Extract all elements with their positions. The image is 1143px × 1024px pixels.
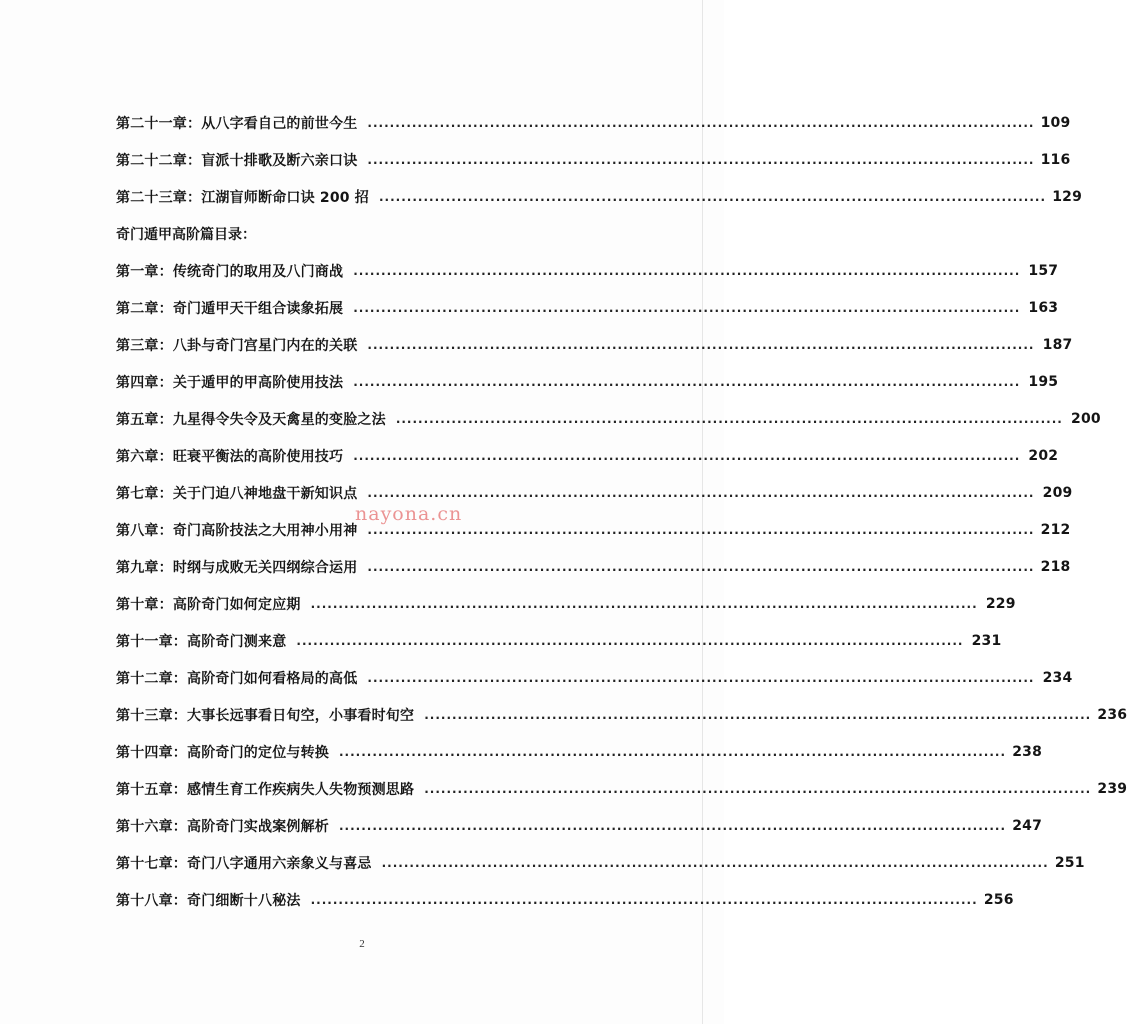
toc-entry[interactable] <box>116 437 1059 474</box>
dot-leader: ........................................................................................................................ <box>367 670 1035 685</box>
dot-leader: ........................................................................................................................ <box>381 855 1049 870</box>
chapter-number: 第十三章： <box>116 707 187 724</box>
chapter-number: 第十七章： <box>116 855 187 872</box>
chapter-page-number: 163 <box>1028 299 1059 316</box>
chapter-page-number: 218 <box>1040 558 1071 575</box>
chapter-number: 第二十三章： <box>116 189 202 206</box>
toc-entry[interactable] <box>116 178 1083 215</box>
dot-leader: ........................................................................................................................ <box>367 485 1035 500</box>
chapter-title: 高阶奇门的定位与转换 <box>187 744 329 761</box>
chapter-number: 第十一章： <box>116 633 187 650</box>
chapter-title: 从八字看自己的前世今生 <box>201 115 358 132</box>
chapter-title: 奇门遁甲天干组合读象拓展 <box>172 300 344 317</box>
chapter-number: 第十四章： <box>116 744 187 761</box>
chapter-page-number: 231 <box>971 632 1002 649</box>
toc-entry[interactable] <box>116 252 1059 289</box>
toc-entry[interactable] <box>116 141 1071 178</box>
toc-part-qimen <box>116 252 1128 918</box>
chapter-title: 八卦与奇门宫星门内在的关联 <box>172 337 358 354</box>
dot-leader: ........................................................................................................................ <box>367 559 1035 574</box>
chapter-page-number: 247 <box>1012 817 1043 834</box>
chapter-title: 关于遁甲的甲高阶使用技法 <box>172 374 344 391</box>
chapter-title: 高阶奇门如何看格局的高低 <box>187 670 358 687</box>
toc-entry[interactable] <box>116 622 1002 659</box>
chapter-number: 第十章： <box>116 596 173 613</box>
dot-leader: ........................................................................................................................ <box>310 596 978 611</box>
dot-leader: ........................................................................................................................ <box>367 115 1035 130</box>
dot-leader: ........................................................................................................................ <box>353 300 1021 315</box>
chapter-title: 高阶奇门实战案例解析 <box>187 818 329 835</box>
toc-entry[interactable] <box>116 696 1128 733</box>
chapter-page-number: 200 <box>1071 410 1101 427</box>
chapter-title: 奇门高阶技法之大用神小用神 <box>172 522 358 539</box>
chapter-number: 第二十一章： <box>116 115 202 132</box>
toc-entry[interactable] <box>116 807 1043 844</box>
dot-leader: ........................................................................................................................ <box>339 818 1007 833</box>
dot-leader: ........................................................................................................................ <box>310 892 978 907</box>
chapter-page-number: 234 <box>1042 669 1073 686</box>
chapter-number: 第九章： <box>116 559 173 576</box>
chapter-title: 奇门八字通用六亲象义与喜忌 <box>187 855 372 872</box>
chapter-title: 关于门迫八神地盘干新知识点 <box>172 485 358 502</box>
chapter-number: 第四章： <box>116 374 173 391</box>
chapter-title: 时纲与成败无关四纲综合运用 <box>172 559 358 576</box>
dot-leader: ........................................................................................................................ <box>367 152 1035 167</box>
chapter-page-number: 251 <box>1054 854 1085 871</box>
chapter-page-number: 129 <box>1052 188 1083 205</box>
toc-entry[interactable] <box>116 548 1071 585</box>
chapter-page-number: 236 <box>1097 706 1128 723</box>
chapter-title: 高阶奇门如何定应期 <box>172 596 301 613</box>
watermark-text: nayona.cn <box>355 503 463 525</box>
chapter-page-number: 109 <box>1040 114 1071 131</box>
toc-entry[interactable] <box>116 400 1101 437</box>
chapter-page-number: 195 <box>1028 373 1059 390</box>
chapter-page-number: 116 <box>1040 151 1071 168</box>
toc-entry[interactable] <box>116 733 1043 770</box>
page-number: 2 <box>359 938 365 950</box>
chapter-number: 第二章： <box>116 300 173 317</box>
chapter-number: 第五章： <box>116 411 173 428</box>
dot-leader: ........................................................................................................................ <box>424 707 1092 722</box>
chapter-page-number: 157 <box>1028 262 1059 279</box>
chapter-page-number: 229 <box>985 595 1016 612</box>
chapter-number: 第七章： <box>116 485 173 502</box>
toc-entry[interactable] <box>116 289 1059 326</box>
chapter-page-number: 202 <box>1028 447 1059 464</box>
dot-leader: ........................................................................................................................ <box>296 633 964 648</box>
chapter-number: 第六章： <box>116 448 173 465</box>
chapter-number: 第十六章： <box>116 818 187 835</box>
chapter-title: 感情生育工作疾病失人失物预测思路 <box>187 781 415 798</box>
chapter-title: 江湖盲师断命口诀 200 招 <box>201 189 369 206</box>
section-heading: 奇门遁甲高阶篇目录： <box>116 226 256 243</box>
dot-leader: ........................................................................................................................ <box>424 781 1092 796</box>
chapter-title: 旺衰平衡法的高阶使用技巧 <box>172 448 344 465</box>
dot-leader: ........................................................................................................................ <box>378 189 1047 204</box>
dot-leader: ........................................................................................................................ <box>353 263 1021 278</box>
chapter-number: 第二十二章： <box>116 152 202 169</box>
chapter-title: 九星得令失令及天禽星的变脸之法 <box>172 411 386 428</box>
dot-leader: ........................................................................................................................ <box>367 522 1035 537</box>
chapter-number: 第十八章： <box>116 892 187 909</box>
dot-leader: ........................................................................................................................ <box>395 411 1063 426</box>
chapter-title: 奇门细断十八秘法 <box>187 892 301 909</box>
toc-entry[interactable] <box>116 881 1014 918</box>
chapter-title: 高阶奇门测来意 <box>187 633 287 650</box>
chapter-title: 大事长远事看日旬空，小事看时旬空 <box>187 707 415 724</box>
toc-entry[interactable] <box>116 104 1071 141</box>
chapter-number: 第八章： <box>116 522 173 539</box>
dot-leader: ........................................................................................................................ <box>339 744 1007 759</box>
dot-leader: ........................................................................................................................ <box>353 448 1021 463</box>
toc-entry[interactable] <box>116 770 1128 807</box>
toc-entry[interactable] <box>116 585 1016 622</box>
chapter-title: 盲派十排歌及断六亲口诀 <box>201 152 358 169</box>
chapter-number: 第一章： <box>116 263 173 280</box>
chapter-number: 第十二章： <box>116 670 187 687</box>
chapter-page-number: 256 <box>983 891 1014 908</box>
chapter-page-number: 212 <box>1040 521 1071 538</box>
toc-entry[interactable] <box>116 659 1073 696</box>
chapter-number: 第三章： <box>116 337 173 354</box>
chapter-page-number: 209 <box>1042 484 1073 501</box>
dot-leader: ........................................................................................................................ <box>353 374 1021 389</box>
chapter-number: 第十五章： <box>116 781 187 798</box>
chapter-page-number: 187 <box>1042 336 1073 353</box>
dot-leader: ........................................................................................................................ <box>367 337 1035 352</box>
chapter-page-number: 238 <box>1012 743 1043 760</box>
chapter-page-number: 239 <box>1097 780 1128 797</box>
toc-part-bazi <box>116 104 1083 215</box>
toc-entry[interactable] <box>116 844 1085 881</box>
chapter-title: 传统奇门的取用及八门商战 <box>172 263 344 280</box>
toc-entry[interactable] <box>116 326 1073 363</box>
toc-entry[interactable] <box>116 363 1059 400</box>
